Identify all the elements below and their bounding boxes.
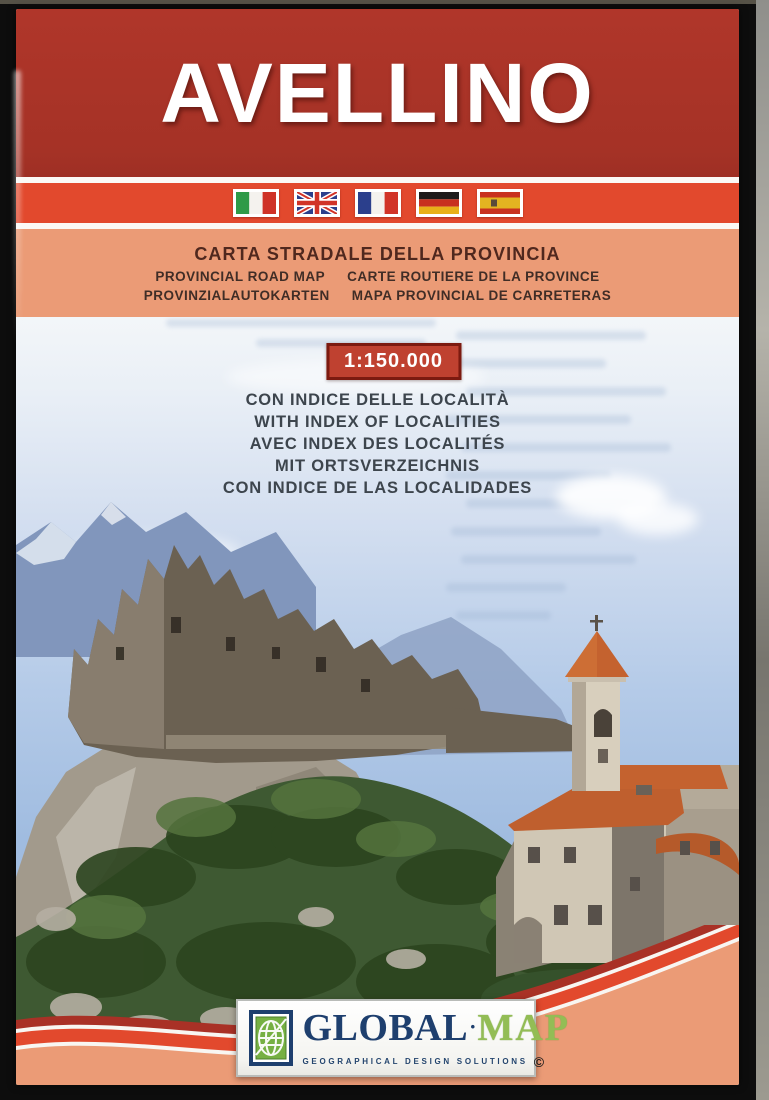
index-line-es: CON INDICE DE LAS LOCALIDADES xyxy=(222,479,533,497)
italy-flag-icon xyxy=(233,189,279,217)
map-cover xyxy=(16,9,739,1085)
index-line-de: MIT ORTSVERZEICHNIS xyxy=(275,457,480,475)
package-top-edge xyxy=(0,0,769,4)
subtitle-band xyxy=(16,229,739,317)
subtitle-row-1 xyxy=(155,269,599,284)
logo-global-text: GLOBAL xyxy=(302,1006,469,1049)
logo-map-text: MAP xyxy=(477,1006,570,1049)
logo-dot: · xyxy=(469,1013,477,1039)
index-line-it: CON INDICE DELLE LOCALITÀ xyxy=(245,391,510,409)
flags-band xyxy=(16,183,739,223)
subtitle-italian: CARTA STRADALE DELLA PROVINCIA xyxy=(194,243,561,264)
globalmap-logo xyxy=(236,999,570,1077)
title-band xyxy=(16,9,739,177)
uk-flag-icon xyxy=(294,189,340,217)
subtitle-german: PROVINZIALAUTOKARTEN xyxy=(143,287,330,303)
subtitle-spanish: MAPA PROVINCIAL DE CARRETERAS xyxy=(351,287,612,303)
logo-wordmark xyxy=(303,1007,570,1056)
scale-badge: 1:150.000 xyxy=(326,343,461,380)
package-right-edge xyxy=(756,0,769,1100)
province-title: AVELLINO xyxy=(160,45,595,140)
germany-flag-icon xyxy=(416,189,462,217)
subtitle-french: CARTE ROUTIERE DE LA PROVINCE xyxy=(347,268,600,284)
copyright-symbol: © xyxy=(533,1053,545,1070)
index-line-en: WITH INDEX OF LOCALITIES xyxy=(254,413,501,431)
subtitle-english: PROVINCIAL ROAD MAP xyxy=(155,268,326,284)
subtitle-row-2 xyxy=(144,288,612,303)
bell-tower xyxy=(565,615,629,791)
globe-icon xyxy=(248,1009,294,1067)
index-line-fr: AVEC INDEX DES LOCALITÉS xyxy=(249,435,506,453)
logo-tagline: GEOGRAPHICAL DESIGN SOLUTIONS xyxy=(302,1057,528,1066)
spain-flag-icon xyxy=(477,189,523,217)
index-lines xyxy=(16,389,739,499)
cover-photo xyxy=(16,317,739,1085)
france-flag-icon xyxy=(355,189,401,217)
